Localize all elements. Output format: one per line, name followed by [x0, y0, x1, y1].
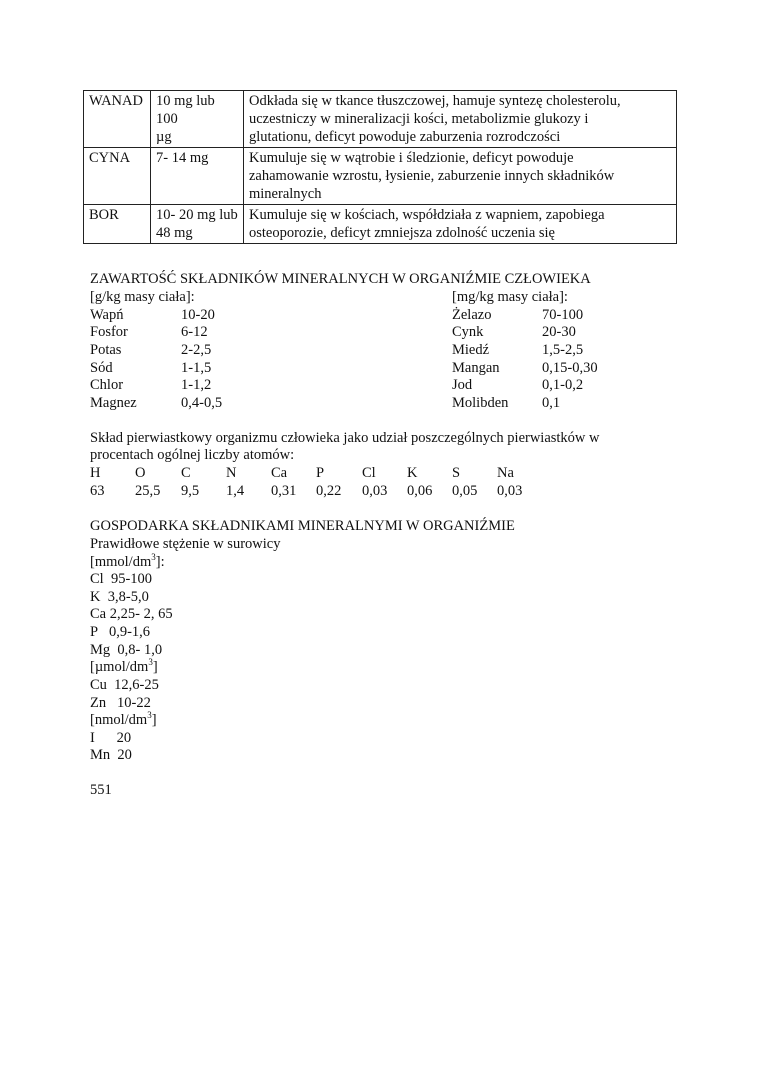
serum-row: [90, 623, 150, 641]
desc-line: mineralnych: [249, 186, 322, 202]
serum-element: Mg: [90, 642, 111, 658]
mineral-name: Potas: [90, 342, 122, 358]
element-symbol: C: [181, 465, 191, 481]
mineral-value: 20-30: [542, 324, 576, 340]
serum-row: [90, 729, 131, 747]
mineral-name: Miedź: [452, 342, 490, 358]
serum-value: 0,9-1,6: [108, 624, 151, 640]
unit-label: [90, 711, 157, 729]
serum-row: [90, 746, 132, 764]
element-percent: 0,31: [271, 483, 297, 499]
mineral-name: Cynk: [452, 324, 484, 340]
desc-line: uczestniczy w mineralizacji kości, metabolizmie glukozy i: [249, 111, 589, 127]
dose-cell: [151, 205, 244, 244]
element-percent: 0,05: [452, 483, 478, 499]
element-percent: 0,03: [362, 483, 388, 499]
mineral-value: 1-1,2: [181, 377, 212, 393]
mineral-value: 6-12: [181, 324, 208, 340]
element-symbol: K: [407, 465, 418, 481]
description-cell: [244, 148, 677, 205]
economy-title: GOSPODARKA SKŁADNIKAMI MINERALNYMI W ORGANIŹMIE: [90, 518, 515, 534]
mineral-value: 1-1,5: [181, 360, 212, 376]
mineral-name: Chlor: [90, 377, 124, 393]
serum-value: 20: [116, 730, 132, 746]
dose-line: 48 mg: [156, 225, 193, 241]
left-unit: [g/kg masy ciała]:: [90, 289, 195, 305]
description-cell: [244, 91, 677, 148]
mineral-value: 0,15-0,30: [542, 360, 598, 376]
desc-line: zahamowanie wzrostu, łysienie, zaburzenie innych składników: [249, 168, 615, 184]
element-symbol: S: [452, 465, 461, 481]
serum-value: 0,8- 1,0: [117, 642, 163, 658]
mineral-name: Jod: [452, 377, 473, 393]
table-row: [84, 91, 677, 148]
element-symbol: Cl: [362, 465, 376, 481]
mineral-name: Żelazo: [452, 307, 492, 323]
mineral-value: 0,1: [542, 395, 561, 411]
dose-cell: [151, 148, 244, 205]
mineral-value: 2-2,5: [181, 342, 212, 358]
element-percent: 9,5: [181, 483, 200, 499]
serum-element: P: [90, 624, 99, 640]
mineral-name: Sód: [90, 360, 113, 376]
dose-line: 10 mg lub 100: [156, 93, 215, 127]
table-row: [84, 205, 677, 244]
dose-cell: [151, 91, 244, 148]
desc-line: glutationu, deficyt powoduje zaburzenia rozrodczości: [249, 129, 561, 145]
unit-close: ]:: [155, 554, 165, 570]
serum-row: [90, 694, 151, 712]
desc-line: Kumuluje się w kościach, współdziała z wapniem, zapobiega: [249, 207, 605, 223]
serum-element: Cl: [90, 571, 104, 587]
unit-text: [mmol/dm: [90, 554, 152, 570]
element-symbol: N: [226, 465, 237, 481]
dose-line: µg: [156, 129, 172, 145]
desc-line: Kumuluje się w wątrobie i śledzionie, deficyt powoduje: [249, 150, 574, 166]
mineral-name: Mangan: [452, 360, 500, 376]
composition-text: procentach ogólnej liczby atomów:: [90, 447, 295, 463]
trace-elements-table: [83, 90, 677, 244]
serum-element: Zn: [90, 695, 107, 711]
element-name-cell: WANAD: [84, 91, 151, 148]
mineral-value: 1,5-2,5: [542, 342, 584, 358]
serum-value: 95-100: [110, 571, 153, 587]
element-percent: 0,22: [316, 483, 342, 499]
serum-row: [90, 588, 149, 606]
unit-exponent: 3: [148, 657, 153, 667]
serum-element: Ca: [90, 606, 107, 622]
unit-text: [µmol/dm: [90, 659, 149, 675]
unit-exponent: 3: [147, 710, 152, 720]
unit-close: ]: [152, 659, 158, 675]
unit-label: [90, 658, 158, 676]
serum-value: 10-22: [116, 695, 151, 711]
desc-line: Odkłada się w tkance tłuszczowej, hamuje syntezę cholesterolu,: [249, 93, 621, 109]
element-percent: 0,03: [497, 483, 523, 499]
element-symbol: Na: [497, 465, 514, 481]
minerals-title: ZAWARTOŚĆ SKŁADNIKÓW MINERALNYCH W ORGANIŹMIE CZŁOWIEKA: [90, 271, 591, 287]
element-name-cell: CYNA: [84, 148, 151, 205]
unit-close: ]: [151, 712, 157, 728]
description-cell: [244, 205, 677, 244]
mineral-name: Magnez: [90, 395, 137, 411]
unit-exponent: 3: [151, 552, 156, 562]
serum-element: K: [90, 589, 101, 605]
mineral-value: 0,4-0,5: [181, 395, 223, 411]
element-percent: 63: [90, 483, 105, 499]
dose-line: 10- 20 mg lub: [156, 207, 238, 223]
serum-value: 3,8-5,0: [107, 589, 149, 605]
element-symbol: H: [90, 465, 101, 481]
right-unit: [mg/kg masy ciała]:: [452, 289, 568, 305]
element-symbol: O: [135, 465, 146, 481]
mineral-name: Fosfor: [90, 324, 128, 340]
economy-subtitle: Prawidłowe stężenie w surowicy: [90, 536, 281, 552]
serum-value: 20: [117, 747, 132, 763]
mineral-name: Molibden: [452, 395, 509, 411]
unit-text: [nmol/dm: [90, 712, 148, 728]
serum-value: 12,6-25: [114, 677, 159, 693]
mineral-value: 70-100: [542, 307, 584, 323]
table-row: [84, 148, 677, 205]
element-percent: 0,06: [407, 483, 433, 499]
desc-line: osteoporozie, deficyt zmniejsza zdolność uczenia się: [249, 225, 555, 241]
serum-value: 2,25- 2, 65: [109, 606, 173, 622]
element-symbol: Ca: [271, 465, 288, 481]
serum-row: [90, 570, 152, 588]
mineral-name: Wapń: [90, 307, 124, 323]
element-symbol: P: [316, 465, 325, 481]
dose-line: 7- 14 mg: [156, 150, 209, 166]
mineral-value: 0,1-0,2: [542, 377, 584, 393]
serum-row: [90, 605, 173, 623]
serum-element: I: [90, 730, 95, 746]
serum-element: Mn: [90, 747, 111, 763]
element-percent: 1,4: [226, 483, 245, 499]
composition-text: Skład pierwiastkowy organizmu człowieka jako udział poszczególnych pierwiastków w: [90, 430, 600, 446]
unit-label: [90, 553, 165, 571]
mineral-value: 10-20: [181, 307, 215, 323]
element-name-cell: BOR: [84, 205, 151, 244]
serum-element: Cu: [90, 677, 107, 693]
serum-row: [90, 676, 159, 694]
element-percent: 25,5: [135, 483, 161, 499]
page-number: 551: [90, 782, 112, 798]
